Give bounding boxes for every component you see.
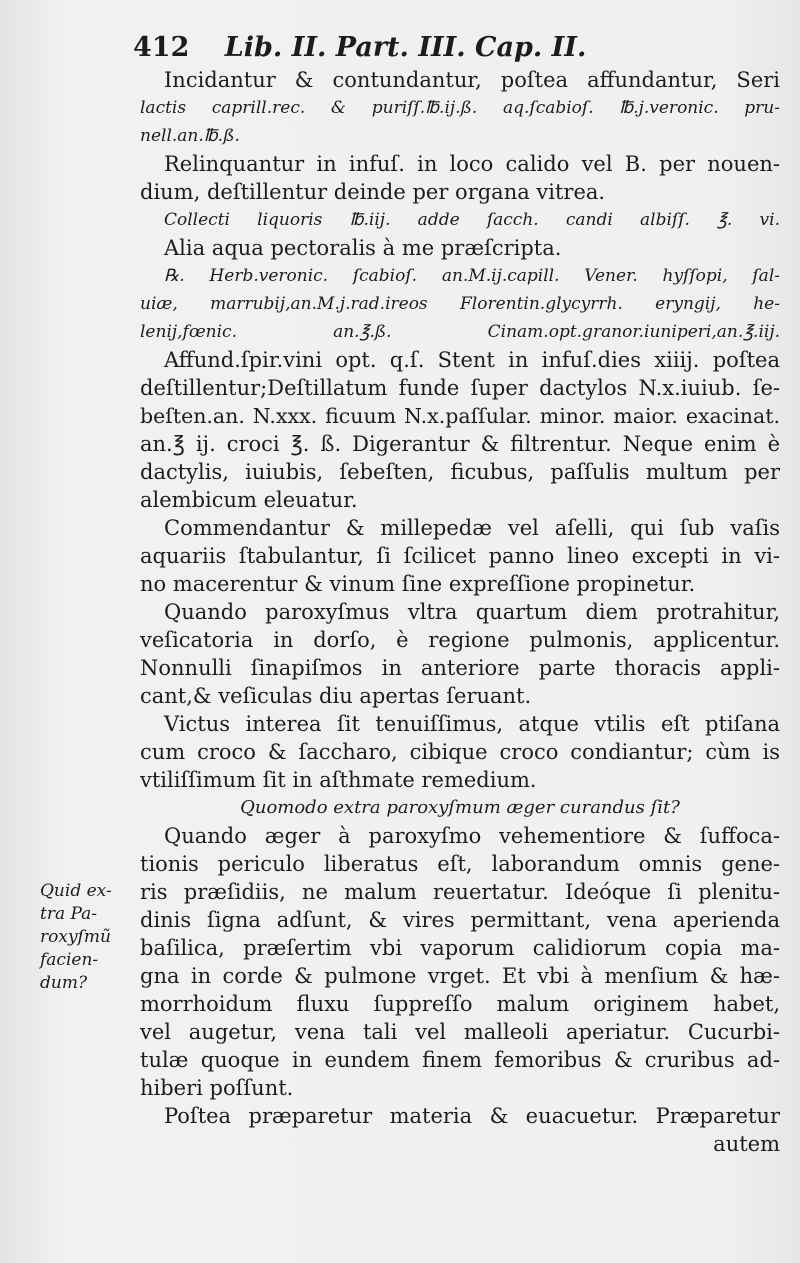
text-line: dium, deſtillentur deinde per organa vitrea. bbox=[140, 180, 606, 204]
catchword: autem bbox=[713, 1132, 780, 1156]
text-line: Quando paroxyſmus vltra quartum diem protrahitur, bbox=[164, 600, 780, 624]
text-line: nell.an.℔.ß. bbox=[140, 126, 240, 146]
text-line: lenij,fœnic. an.℥.ß. Cinam.opt.granor.iuniperi,an.℥.iij. bbox=[140, 322, 780, 342]
text-line: Relinquantur in infuſ. in loco calido vel B. per nouen- bbox=[164, 152, 780, 176]
text-line: ℞. Herb.veronic. ſcabioſ. an.M.ij.capill. Vener. hyſſopi, ſal- bbox=[164, 266, 780, 286]
text-line: Poſtea præparetur materia & euacuetur. Præparetur bbox=[164, 1104, 780, 1128]
text-line: Quando æger à paroxyſmo vehementiore & ſuffoca- bbox=[164, 824, 780, 848]
text-line: vtiliſſimum ſit in aſthmate remedium. bbox=[140, 768, 537, 792]
text-line: Incidantur & contundantur, poſtea affundantur, Seri bbox=[164, 68, 780, 92]
text-line: veſicatoria in dorſo, è regione pulmonis, applicentur. bbox=[140, 628, 780, 652]
text-line: vel augetur, vena tali vel malleoli aperiatur. Cucurbi- bbox=[140, 1020, 780, 1044]
text-line: uiæ, marrubij,an.M.j.rad.ireos Florentin.glycyrrh. eryngij, he- bbox=[140, 294, 780, 314]
text-line: gna in corde & pulmone vrget. Et vbi à menſium & hæ- bbox=[140, 964, 780, 988]
text-line: deſtillentur;Deſtillatum funde ſuper dactylos N.x.iuiub. ſe- bbox=[140, 376, 780, 400]
text-line: cant,& veſiculas diu apertas ſeruant. bbox=[140, 684, 532, 708]
text-line: alembicum eleuatur. bbox=[140, 488, 358, 512]
text-line: ris præſidiis, ne malum reuertatur. Ideóque ſi plenitu- bbox=[140, 880, 780, 904]
text-line: an.℥ ij. croci ℥. ß. Digerantur & filtrentur. Neque enim è bbox=[140, 432, 780, 456]
text-line: Nonnulli ſinapiſmos in anteriore parte thoracis appli- bbox=[140, 656, 780, 680]
text-line: dactylis, iuiubis, ſebeſten, ficubus, paſſulis multum per bbox=[140, 460, 780, 484]
text-line: beſten.an. N.xxx. ficuum N.x.paſſular. minor. maior. exacinat. bbox=[140, 404, 780, 428]
text-line: Victus interea ſit tenuiſſimus, atque vtilis eſt ptiſana bbox=[164, 712, 780, 736]
page-header bbox=[133, 32, 753, 66]
section-heading: Quomodo extra paroxyſmum æger curandus ſit? bbox=[240, 797, 680, 818]
text-line: cum croco & ſaccharo, cibique croco condiantur; cùm is bbox=[140, 740, 780, 764]
text-line: Alia aqua pectoralis à me præſcripta. bbox=[164, 236, 562, 260]
text-line: lactis caprill.rec. & puriſſ.℔.ij.ß. aq.ſcabioſ. ℔.j.veronic. pru- bbox=[140, 98, 780, 118]
text-line: Commendantur & millepedæ vel aſelli, qui ſub vaſis bbox=[164, 516, 780, 540]
text-line: Collecti liquoris ℔.iij. adde ſacch. candi albiſſ. ℥. vi. bbox=[164, 210, 780, 230]
page-number: 412 bbox=[133, 32, 190, 63]
running-title: Lib. II. Part. III. Cap. II. bbox=[224, 32, 587, 63]
margin-note: Quid ex- tra Pa- roxyſmũ facien- dum? bbox=[40, 881, 112, 993]
text-line: tulæ quoque in eundem finem femoribus & cruribus ad- bbox=[140, 1048, 780, 1072]
text-line: aquariis ſtabulantur, ſi ſcilicet panno lineo excepti in vi- bbox=[140, 544, 780, 568]
text-line: no macerentur & vinum ſine expreſſione propinetur. bbox=[140, 572, 696, 596]
body-text bbox=[140, 66, 780, 1158]
text-line: baſilica, præſertim vbi vaporum calidiorum copia ma- bbox=[140, 936, 780, 960]
text-line: hiberi poſſunt. bbox=[140, 1076, 294, 1100]
text-line: dinis ſigna adſunt, & vires permittant, vena aperienda bbox=[140, 908, 780, 932]
text-line: morrhoidum fluxu ſuppreſſo malum originem habet, bbox=[140, 992, 780, 1016]
text-line: tionis periculo liberatus eſt, laborandum omnis gene- bbox=[140, 852, 780, 876]
text-line: Affund.ſpir.vini opt. q.ſ. Stent in infuſ.dies xiiij. poſtea bbox=[164, 348, 780, 372]
